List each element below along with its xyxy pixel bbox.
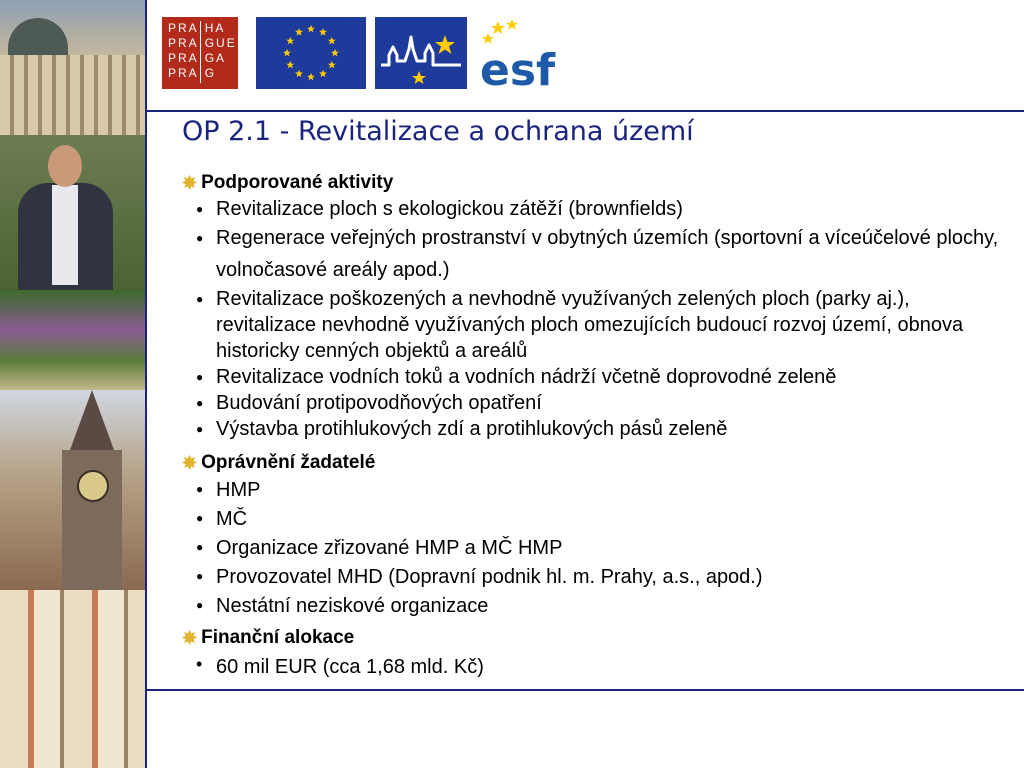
slide-title: OP 2.1 - Revitalizace a ochrana území: [182, 116, 694, 147]
slide-content: [182, 170, 1012, 683]
header-rule: [145, 110, 1024, 112]
old-town-houses-photo: [0, 590, 145, 768]
eu-star-icon: [307, 73, 315, 81]
eu-star-icon: [307, 25, 315, 33]
garden-photo: [0, 290, 145, 390]
star-bullet-icon: ✵: [182, 628, 198, 648]
list-item: ● Provozovatel MHD (Dopravní podnik hl. m. Prahy, a.s., apod.): [216, 563, 1012, 592]
list-item: ● Nestátní neziskové organizace: [216, 592, 1012, 621]
eu-star-icon: [328, 37, 336, 45]
eligible-applicants-list: [182, 476, 1012, 621]
list-item: ● Organizace zřizované HMP a MČ HMP: [216, 534, 1012, 563]
list-item: ● Regenerace veřejných prostranství v obytných územích (sportovní a víceúčelové plochy, volnočasové areály apod.): [216, 222, 1012, 286]
footer-rule: [145, 689, 1024, 691]
eu-star-icon: [328, 61, 336, 69]
list-item: ● Revitalizace vodních toků a vodních nádrží včetně doprovodné zeleně: [216, 364, 1012, 390]
list-item: ● Výstavba protihlukových zdí a protihlukových pásů zeleně: [216, 416, 1012, 442]
list-item: ● HMP: [216, 476, 1012, 505]
supported-activities-list: [182, 196, 1012, 442]
list-item: • 60 mil EUR (cca 1,68 mld. Kč): [216, 651, 1012, 683]
esf-logo: [478, 17, 564, 89]
list-item: ● Budování protipovodňových opatření: [216, 390, 1012, 416]
financial-allocation-list: [182, 651, 1012, 683]
eu-star-icon: [286, 37, 294, 45]
eu-flag-logo: [256, 17, 366, 89]
eu-star-icon: [331, 49, 339, 57]
eu-star-icon: [283, 49, 291, 57]
clock-tower-photo: [0, 390, 145, 590]
list-item: ● Revitalizace ploch s ekologickou zátěží (brownfields): [216, 196, 1012, 222]
eu-star-icon: [319, 28, 327, 36]
svg-text:esf: esf: [480, 45, 556, 89]
eu-star-icon: [295, 28, 303, 36]
section-heading-supported-activities: ✵ Podporované aktivity: [182, 172, 394, 193]
praha-logo: PRA HA PRA GUE PRA GA PRA G: [162, 17, 238, 89]
national-theatre-photo: [0, 0, 145, 135]
star-bullet-icon: ✵: [182, 173, 198, 193]
photo-collage: [0, 0, 145, 768]
businessman-photo: [0, 135, 145, 290]
star-bullet-icon: ✵: [182, 453, 198, 473]
vertical-divider: [145, 0, 147, 768]
eu-star-icon: [286, 61, 294, 69]
eu-star-icon: [295, 70, 303, 78]
eu-star-icon: [319, 70, 327, 78]
section-heading-financial-allocation: ✵ Finanční alokace: [182, 627, 355, 648]
list-item: ● Revitalizace poškozených a nevhodně využívaných zelených ploch (parky aj.), revitalizace nevhodně využívaných ploch omezujících budoucí rozvoj území, obnova historicky cenných objektů a areálů: [216, 286, 1012, 364]
section-heading-eligible-applicants: ✵ Oprávnění žadatelé: [182, 452, 376, 473]
list-item: ● MČ: [216, 505, 1012, 534]
prague-skyline-logo: [375, 17, 467, 89]
